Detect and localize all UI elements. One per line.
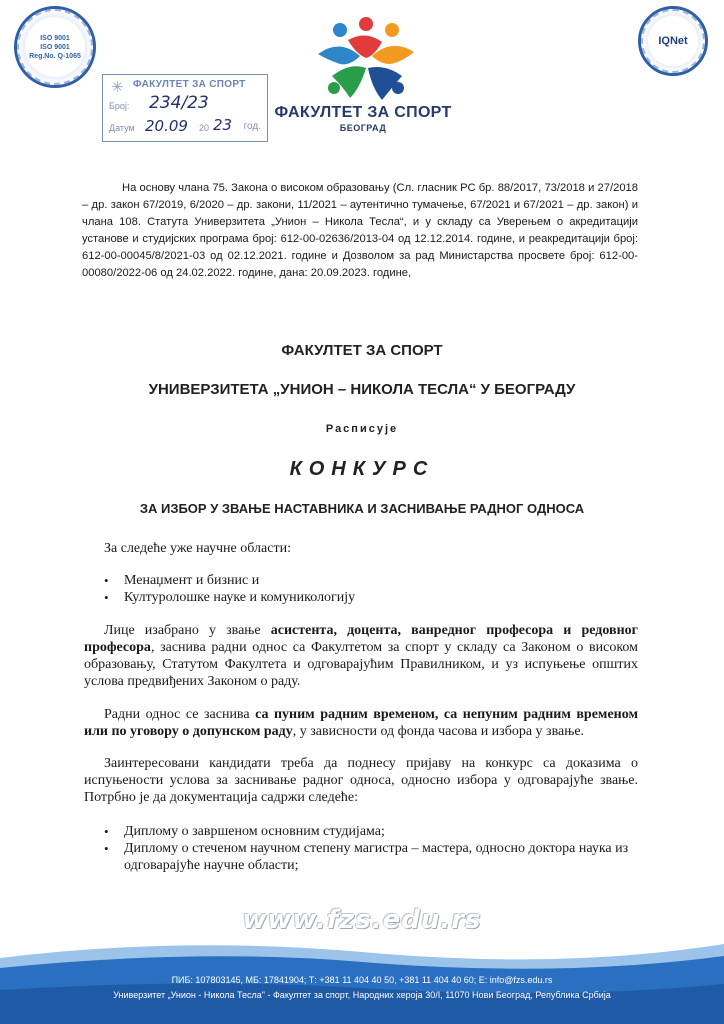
documents-list <box>104 823 638 874</box>
brand-name: ФАКУЛТЕТ ЗА СПОРТ <box>274 104 452 121</box>
seal-ring <box>17 9 93 85</box>
stamp-number-value: 234/23 <box>149 93 209 113</box>
list-item: • Диплому о завршеном основним студијама; <box>104 823 638 840</box>
registration-stamp <box>102 74 268 142</box>
paragraph-text: , у зависности од фонда часова и избора у звање. <box>292 724 585 739</box>
brand-city: БЕОГРАД <box>339 123 387 133</box>
stamp-year-value: 23 <box>213 116 233 134</box>
paragraph-bold-text: асистента, доцента, ванредног професора и редовног професора <box>84 623 638 655</box>
stamp-title: ФАКУЛТЕТ ЗА СПОРТ <box>133 79 246 90</box>
areas-label: За следеће уже научне области: <box>104 541 291 556</box>
legal-basis-paragraph: На основу члана 75. Закона о високом образовању (Сл. гласник РС бр. 88/2017, 73/2018 и 27/2018 – др. закон 67/2019, 6/2020 – др. закони, 11/2021 – аутентично тумачење, 67/2021 и 67/2021 – др. закон) и члана 108. Статута Универзитета „Унион – Никола Тесла“, и у складу са Уверењем о акредитацији установе и студијских програма број: 612-00-02636/2013-04 од 12.12.2014. године, и реакредитацији број: 612-00-00045/8/2021-03 од 02.12.2021. године и Дозволом за рад Министарства просвете број: 612-00-00080/2022-06 од 24.02.2022. године, дана: 20.09.2023. године, <box>82 182 638 279</box>
paragraph-text: Лице изабрано у звање <box>104 623 271 638</box>
footer-address-line: Универзитет „Унион - Никола Тесла" - Факултет за спорт, Народних хероја 30/I, 11070 Нови Београд, Република Србија <box>113 990 611 1000</box>
seal-subtitle: ISO 9001 <box>40 43 70 51</box>
stamp-number-label: Број: <box>109 101 130 111</box>
paragraph-bold-text: са пуним радним временом, са непуним радним временом или по уговору о допунском раду <box>84 707 639 739</box>
iqnet-seal <box>638 6 708 76</box>
iqnet-label: IQNet <box>658 34 688 47</box>
brand-block <box>258 104 468 133</box>
university-heading: УНИВЕРЗИТЕТА „УНИОН – НИКОЛА ТЕСЛА“ У БЕОГРАДУ <box>148 381 576 398</box>
paragraph-text: , заснива радни однос са Факултетом за спорт у складу са Законом о високом образовању, Статутом Факултета и одговарајућим Правилником, и уз испуњење општих услова предвиђених Законом о раду. <box>84 640 638 689</box>
areas-list <box>104 572 638 606</box>
faculty-heading: ФАКУЛТЕТ ЗА СПОРТ <box>281 342 443 359</box>
contest-heading: КОНКУРС <box>289 458 435 480</box>
paragraph-position <box>84 622 638 690</box>
stamp-year-suffix: год. <box>243 121 261 132</box>
website-watermark: www.fzs.edu.rs <box>242 905 482 935</box>
iso-certification-seal <box>14 6 96 88</box>
list-item: • Културолошке науке и комуникологију <box>104 589 638 606</box>
stamp-year-prefix: 20 <box>199 123 210 133</box>
paragraph-employment <box>84 706 638 740</box>
stamp-date-value: 20.09 <box>145 117 188 135</box>
seal-caption: Reg.No. Q-1065 <box>29 52 81 60</box>
paragraph-application: Заинтересовани кандидати треба да поднесу пријаву на конкурс са доказима о испуњености услова за заснивање радног односа, односно избора у одговарајуће звање. Потрбно је да документација садржи следеће: <box>84 756 638 805</box>
list-item: • Менаџмент и бизнис и <box>104 572 638 589</box>
seal-ring <box>641 9 705 73</box>
contest-subject-heading: ЗА ИЗБОР У ЗВАЊЕ НАСТАВНИКА И ЗАСНИВАЊЕ РАДНОГ ОДНОСА <box>139 501 585 516</box>
seal-title: ISO 9001 <box>40 34 70 42</box>
footer-contact-line: ПИБ: 107803145, МБ: 17841904; Т: +381 11 404 40 50, +381 11 404 40 60; E: info@fzs.edu.rs <box>171 975 553 985</box>
stamp-logo-icon: ✳ <box>111 79 124 96</box>
stamp-date-label: Датум <box>109 123 135 133</box>
announces-heading: Расписује <box>325 423 399 435</box>
paragraph-text: Радни однос се заснива <box>104 707 256 722</box>
faculty-logo-icon <box>310 16 420 116</box>
list-item: • Диплому о стеченом научном степену магистра – мастера, односно доктора наука из одговарајуће научне области; <box>104 840 638 874</box>
